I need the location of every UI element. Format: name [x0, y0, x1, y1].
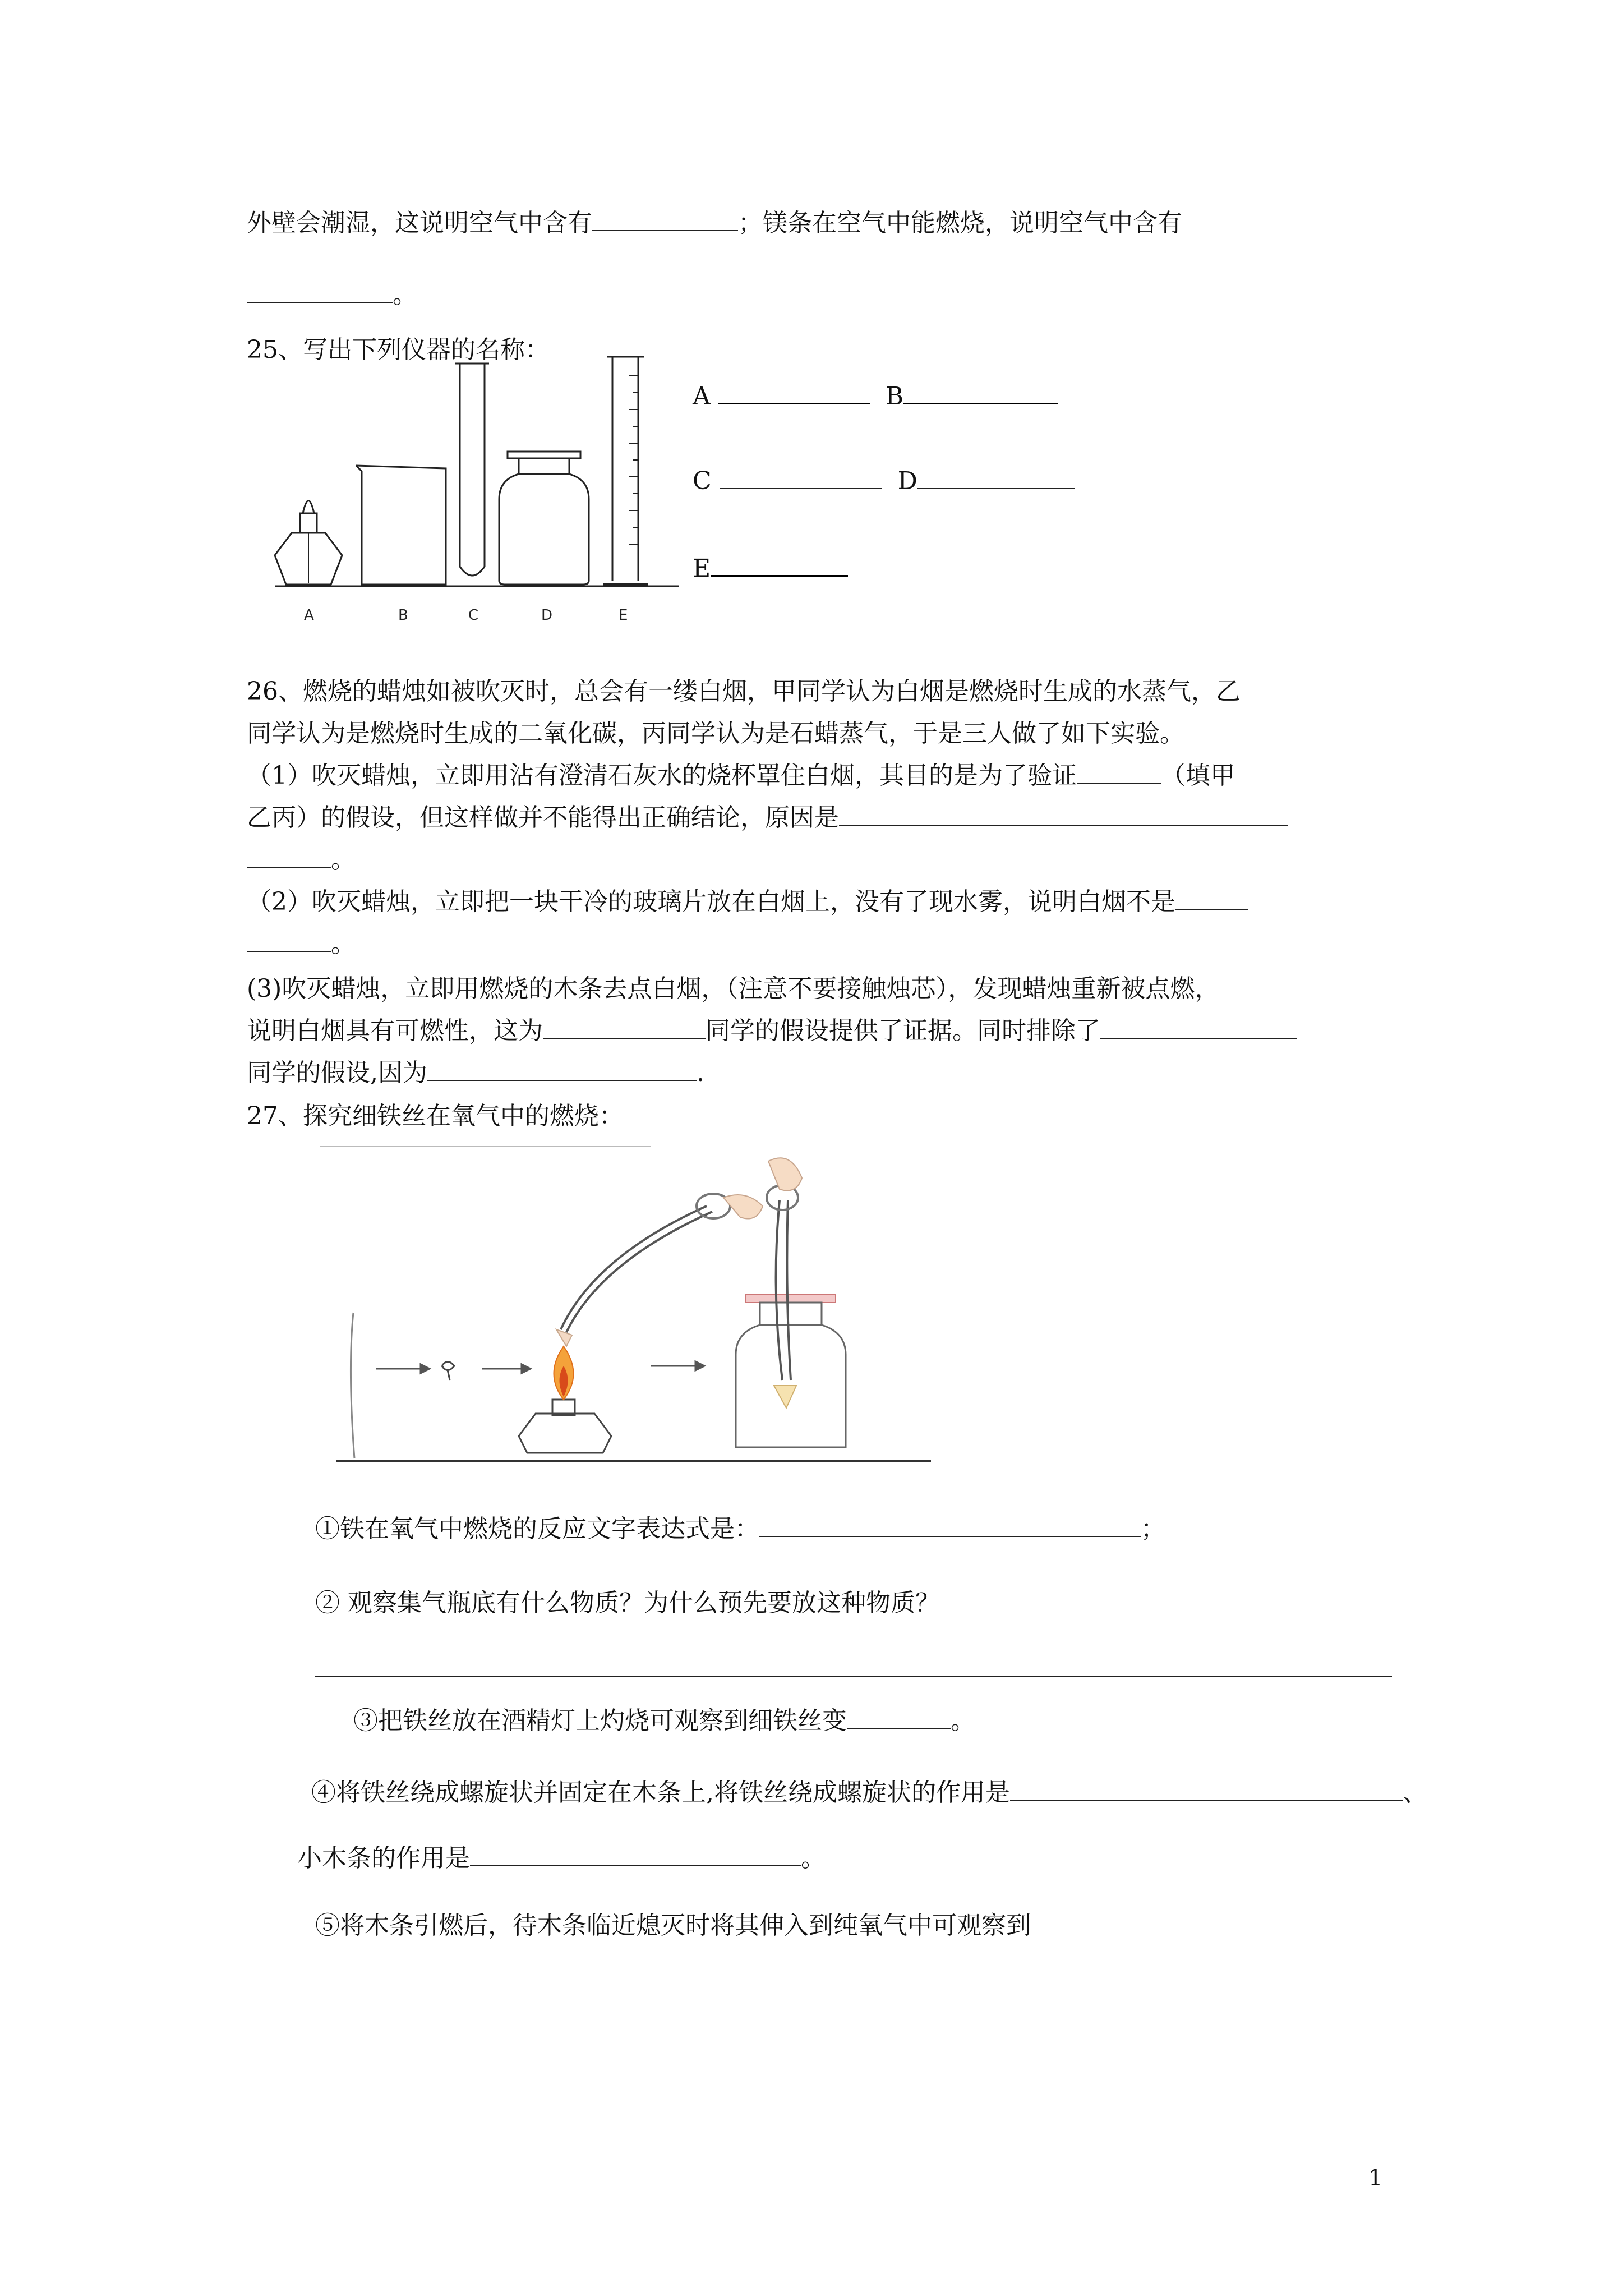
q25-answer-ab: A B: [693, 380, 1058, 412]
answer-blank[interactable]: [543, 1015, 706, 1039]
answer-blank[interactable]: [427, 1057, 697, 1081]
q26-part2-line2: 。: [247, 928, 356, 960]
figure-label-e: E: [619, 607, 628, 624]
q26-intro-1: 26、燃烧的蜡烛如被吹灭时，总会有一缕白烟，甲同学认为白烟是燃烧时生成的水蒸气，乙: [247, 677, 1241, 706]
answer-blank[interactable]: [315, 1654, 1392, 1677]
q27-step5: ⑤将木条引燃后，待木条临近熄灭时将其伸入到纯氧气中可观察到: [315, 1911, 1031, 1940]
figure-label-c: C: [468, 607, 479, 624]
lab-instruments-figure: [264, 353, 690, 634]
q27-step3: ③把铁丝放在酒精灯上灼烧可观察到细铁丝变 。: [353, 1706, 975, 1735]
q24-line1: 外壁会潮湿，这说明空气中含有 ；镁条在空气中能燃烧，说明空气中含有: [247, 209, 1182, 237]
hand-drawing-2: [768, 1158, 802, 1190]
q26-part2-line1: （2）吹灭蜡烛，立即把一块干冷的玻璃片放在白烟上，没有了现水雾，说明白烟不是: [247, 886, 1248, 918]
answer-blank[interactable]: [592, 208, 738, 231]
q25-answer-cd: C D: [693, 466, 1075, 497]
q27-step1: ①铁在氧气中燃烧的反应文字表达式是： ；: [315, 1515, 1165, 1543]
q27-step4-line2: 小木条的作用是 。: [297, 1844, 826, 1872]
q26-part3-line3: 同学的假设,因为 .: [247, 1059, 704, 1087]
figure-label-a: A: [304, 607, 314, 624]
alcohol-lamp-drawing: [275, 501, 342, 585]
q26-part3-line2: 说明白烟具有可燃性，这为 同学的假设提供了证据。同时排除了: [247, 1015, 1297, 1047]
iron-wire-combustion-figure: [314, 1144, 937, 1492]
answer-blank[interactable]: [247, 279, 393, 303]
test-tube-drawing: [455, 364, 489, 576]
page-number: 1: [1368, 2165, 1383, 2191]
reagent-bottle-drawing: [499, 452, 589, 585]
q26-part3-line1: (3)吹灭蜡烛，立即用燃烧的木条去点白烟，（注意不要接触烛芯），发现蜡烛重新被点燃，: [247, 974, 1220, 1003]
coiled-wire: [442, 1362, 454, 1381]
answer-blank[interactable]: [1175, 886, 1248, 910]
q24-line2: 。: [247, 279, 417, 311]
answer-blank[interactable]: [247, 844, 331, 868]
figure-label-b: B: [398, 607, 408, 624]
q25-answer-e: E: [693, 553, 848, 585]
answer-blank-e[interactable]: [711, 553, 848, 577]
q27-step2-answer-line: [315, 1654, 1392, 1685]
q27-title: 27、探究细铁丝在氧气中的燃烧：: [247, 1102, 624, 1130]
answer-blank[interactable]: [759, 1513, 1141, 1537]
answer-blank-a[interactable]: [718, 380, 870, 404]
beaker-drawing: [356, 466, 446, 585]
q25-title: 25、写出下列仪器的名称：: [247, 335, 550, 364]
q26-intro-2: 同学认为是燃烧时生成的二氧化碳，丙同学认为是石蜡蒸气，于是三人做了如下实验。: [247, 719, 1184, 748]
answer-blank[interactable]: [247, 928, 331, 952]
answer-blank[interactable]: [839, 802, 1288, 826]
q26-part1-line2: 乙丙）的假设，但这样做并不能得出正确结论，原因是: [247, 802, 1288, 834]
answer-blank[interactable]: [1010, 1777, 1403, 1801]
q26-part1-line1: （1）吹灭蜡烛，立即用沾有澄清石灰水的烧杯罩住白烟，其目的是为了验证 （填甲: [247, 761, 1235, 790]
answer-blank[interactable]: [847, 1705, 951, 1729]
answer-blank[interactable]: [1077, 760, 1161, 784]
q26-part1-line3: 。: [247, 844, 356, 876]
crucible-tongs-2: [767, 1185, 798, 1380]
burning-alcohol-lamp: [519, 1346, 611, 1453]
crucible-tongs: [556, 1194, 730, 1346]
answer-blank[interactable]: [1100, 1015, 1297, 1039]
q27-step4-line1: ④将铁丝绕成螺旋状并固定在木条上,将铁丝绕成螺旋状的作用是 、: [311, 1778, 1427, 1807]
answer-blank[interactable]: [470, 1843, 801, 1866]
answer-blank-c[interactable]: [720, 466, 882, 489]
figure-label-d: D: [541, 607, 553, 624]
q27-step2: ② 观察集气瓶底有什么物质？为什么预先要放这种物质？: [315, 1589, 940, 1617]
answer-blank-b[interactable]: [903, 380, 1058, 404]
graduated-cylinder-drawing: [603, 357, 648, 585]
process-arrows: [376, 1361, 704, 1373]
answer-blank-d[interactable]: [917, 466, 1075, 489]
